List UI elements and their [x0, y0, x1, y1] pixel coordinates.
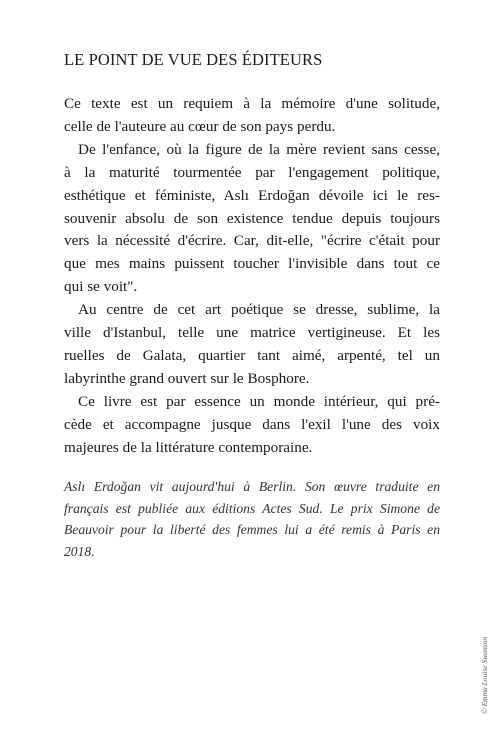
bio-line-content: Aslı Erdoğan vit aujourd'hui à Berlin. Son œuvre traduite en: [64, 479, 440, 494]
text-line-content: souvenir absolu de son existence tendue depuis toujours: [64, 209, 440, 227]
bio-line: 2018.: [64, 543, 95, 559]
text-line: [64, 230, 440, 253]
text-line: [64, 391, 440, 414]
bio-line: [64, 519, 440, 541]
photo-credit: © Emma Louise Swanson: [480, 636, 489, 714]
text-line-content: ruelles de Galata, quartier tant aimé, arpenté, tel un: [64, 346, 440, 364]
bio-line-content: Beauvoir pour la liberté des femmes lui a été remis à Paris en: [64, 522, 440, 538]
text-line: [64, 185, 440, 208]
text-line-content: que mes mains puissent toucher l'invisible dans tout ce: [64, 255, 440, 273]
page-title: LE POINT DE VUE DES ÉDITEURS: [64, 50, 323, 69]
text-line-content: ville d'Istanbul, telle une matrice vertigineuse. Et les: [64, 324, 440, 342]
text-line: [64, 139, 440, 162]
text-line: [64, 162, 440, 185]
text-line-content: Ce texte est un requiem à la mémoire d'une solitude,: [64, 95, 440, 112]
text-line: [64, 299, 440, 322]
text-line: majeures de la littérature contemporaine.: [64, 438, 313, 456]
bio-line: [64, 498, 440, 520]
text-line: qui se voit".: [64, 278, 138, 296]
text-line: [64, 414, 440, 437]
text-line-content: Ce livre est par essence un monde intérieur, qui pré-: [78, 392, 440, 410]
text-line-content: De l'enfance, où la figure de la mère revient sans cesse,: [78, 140, 440, 158]
text-line: labyrinthe grand ouvert sur le Bosphore.: [64, 369, 310, 387]
text-line-content: vers la nécessité d'écrire. Car, dit-elle, "écrire c'était pour: [64, 232, 440, 250]
text-line-content: Au centre de cet art poétique se dresse, sublime, la: [78, 301, 440, 319]
bio-line: [64, 476, 440, 498]
text-line-content: cède et accompagne jusque dans l'exil l'une des voix: [64, 415, 440, 433]
bio-line-content: français est publiée aux éditions Actes Sud. Le prix Simone de: [64, 500, 440, 516]
text-line: [64, 322, 440, 345]
text-line-content: à la maturité tourmentée par l'engagement politique,: [64, 163, 440, 181]
publisher-statement: [64, 93, 440, 460]
text-line: [64, 93, 440, 116]
text-line: [64, 345, 440, 368]
text-line-content: esthétique et féministe, Aslı Erdoğan dévoile ici le res-: [64, 186, 440, 204]
author-bio: [64, 476, 440, 562]
text-line: celle de l'auteure au cœur de son pays perdu.: [64, 117, 336, 135]
text-line: [64, 253, 440, 276]
text-line: [64, 208, 440, 231]
